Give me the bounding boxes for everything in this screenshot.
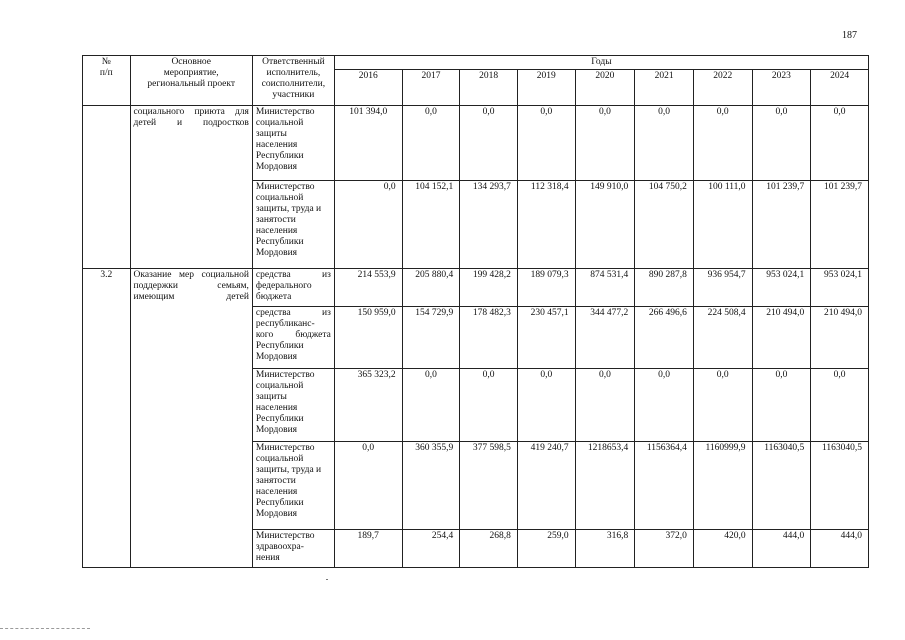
cell-value: 0,0 bbox=[460, 106, 518, 181]
cell-value: 344 477,2 bbox=[575, 307, 635, 369]
table-row bbox=[83, 269, 869, 307]
cell-value: 0,0 bbox=[811, 106, 869, 181]
cell-num bbox=[83, 106, 131, 269]
cell-num: 3.2 bbox=[83, 269, 131, 568]
cell-value: 1156364,4 bbox=[635, 442, 694, 530]
cell-value: 154 729,9 bbox=[402, 307, 460, 369]
cell-value: 150 959,0 bbox=[334, 307, 402, 369]
cell-value: 266 496,6 bbox=[635, 307, 694, 369]
cell-value: 134 293,7 bbox=[460, 181, 518, 269]
cell-value: 0,0 bbox=[693, 106, 752, 181]
col-header-year: 2023 bbox=[752, 70, 811, 106]
col-header-year: 2017 bbox=[402, 70, 460, 106]
cell-value: 1163040,5 bbox=[752, 442, 811, 530]
cell-event: социального приюта для детей и подростков bbox=[130, 106, 252, 269]
cell-value: 0,0 bbox=[811, 369, 869, 442]
cell-value: 1163040,5 bbox=[811, 442, 869, 530]
cell-value: 444,0 bbox=[811, 530, 869, 568]
cell-value: 0,0 bbox=[402, 369, 460, 442]
cell-value: 372,0 bbox=[635, 530, 694, 568]
scan-speck bbox=[326, 579, 328, 580]
cell-value: 112 318,4 bbox=[517, 181, 575, 269]
cell-value: 178 482,3 bbox=[460, 307, 518, 369]
cell-value: 149 910,0 bbox=[575, 181, 635, 269]
col-header-years: Годы bbox=[334, 56, 868, 70]
cell-value: 0,0 bbox=[334, 442, 402, 530]
cell-value: 104 750,2 bbox=[635, 181, 694, 269]
cell-value: 101 239,7 bbox=[752, 181, 811, 269]
cell-value: 214 553,9 bbox=[334, 269, 402, 307]
page-number: 187 bbox=[842, 30, 857, 41]
cell-value: 0,0 bbox=[693, 369, 752, 442]
cell-value: 0,0 bbox=[575, 106, 635, 181]
cell-value: 0,0 bbox=[334, 181, 402, 269]
cell-value: 268,8 bbox=[460, 530, 518, 568]
col-header-num: № п/п bbox=[83, 56, 131, 106]
cell-value: 953 024,1 bbox=[811, 269, 869, 307]
budget-table bbox=[82, 55, 869, 568]
col-header-year: 2021 bbox=[635, 70, 694, 106]
cell-value: 104 152,1 bbox=[402, 181, 460, 269]
cell-responsible: Министерство социальной защиты населения Республики Мордовия bbox=[252, 369, 334, 442]
cell-value: 189 079,3 bbox=[517, 269, 575, 307]
col-header-year: 2018 bbox=[460, 70, 518, 106]
cell-value: 199 428,2 bbox=[460, 269, 518, 307]
cell-value: 953 024,1 bbox=[752, 269, 811, 307]
cell-value: 210 494,0 bbox=[811, 307, 869, 369]
cell-value: 365 323,2 bbox=[334, 369, 402, 442]
col-header-year: 2020 bbox=[575, 70, 635, 106]
cell-responsible: Министерство здравоохра- нения bbox=[252, 530, 334, 568]
cell-responsible: Министерство социальной защиты, труда и занятости населения Республики Мордовия bbox=[252, 442, 334, 530]
cell-value: 874 531,4 bbox=[575, 269, 635, 307]
cell-value: 0,0 bbox=[752, 106, 811, 181]
cell-value: 259,0 bbox=[517, 530, 575, 568]
cell-responsible: Министерство социальной защиты, труда и занятости населения Республики Мордовия bbox=[252, 181, 334, 269]
cell-value: 316,8 bbox=[575, 530, 635, 568]
cell-value: 0,0 bbox=[517, 106, 575, 181]
cell-value: 0,0 bbox=[575, 369, 635, 442]
col-header-year: 2016 bbox=[334, 70, 402, 106]
cell-value: 224 508,4 bbox=[693, 307, 752, 369]
cell-value: 101 394,0 bbox=[334, 106, 402, 181]
cell-value: 0,0 bbox=[752, 369, 811, 442]
cell-value: 419 240,7 bbox=[517, 442, 575, 530]
cell-responsible: Министерство социальной защиты населения Республики Мордовия bbox=[252, 106, 334, 181]
cell-value: 101 239,7 bbox=[811, 181, 869, 269]
cell-value: 377 598,5 bbox=[460, 442, 518, 530]
cell-value: 254,4 bbox=[402, 530, 460, 568]
cell-responsible: средства из федерального бюджета bbox=[252, 269, 334, 307]
cell-value: 0,0 bbox=[517, 369, 575, 442]
col-header-year: 2019 bbox=[517, 70, 575, 106]
scan-artifact-line bbox=[0, 628, 90, 630]
col-header-event: Основное мероприятие, региональный проект bbox=[130, 56, 252, 106]
cell-value: 0,0 bbox=[635, 369, 694, 442]
cell-value: 210 494,0 bbox=[752, 307, 811, 369]
cell-value: 360 355,9 bbox=[402, 442, 460, 530]
cell-event: Оказание мер социальной поддержки семьям, имеющим детей bbox=[130, 269, 252, 568]
cell-value: 0,0 bbox=[402, 106, 460, 181]
cell-value: 890 287,8 bbox=[635, 269, 694, 307]
cell-value: 100 111,0 bbox=[693, 181, 752, 269]
cell-value: 1218653,4 bbox=[575, 442, 635, 530]
cell-value: 444,0 bbox=[752, 530, 811, 568]
cell-value: 420,0 bbox=[693, 530, 752, 568]
cell-value: 230 457,1 bbox=[517, 307, 575, 369]
cell-value: 1160999,9 bbox=[693, 442, 752, 530]
col-header-year: 2024 bbox=[811, 70, 869, 106]
col-header-year: 2022 bbox=[693, 70, 752, 106]
cell-value: 0,0 bbox=[635, 106, 694, 181]
cell-value: 205 880,4 bbox=[402, 269, 460, 307]
cell-responsible: средства из республиканс-кого бюджета Республики Мордовия bbox=[252, 307, 334, 369]
table-row bbox=[83, 106, 869, 181]
cell-value: 936 954,7 bbox=[693, 269, 752, 307]
cell-value: 0,0 bbox=[460, 369, 518, 442]
cell-value: 189,7 bbox=[334, 530, 402, 568]
col-header-responsible: Ответственный исполнитель, соисполнители, участники bbox=[252, 56, 334, 106]
